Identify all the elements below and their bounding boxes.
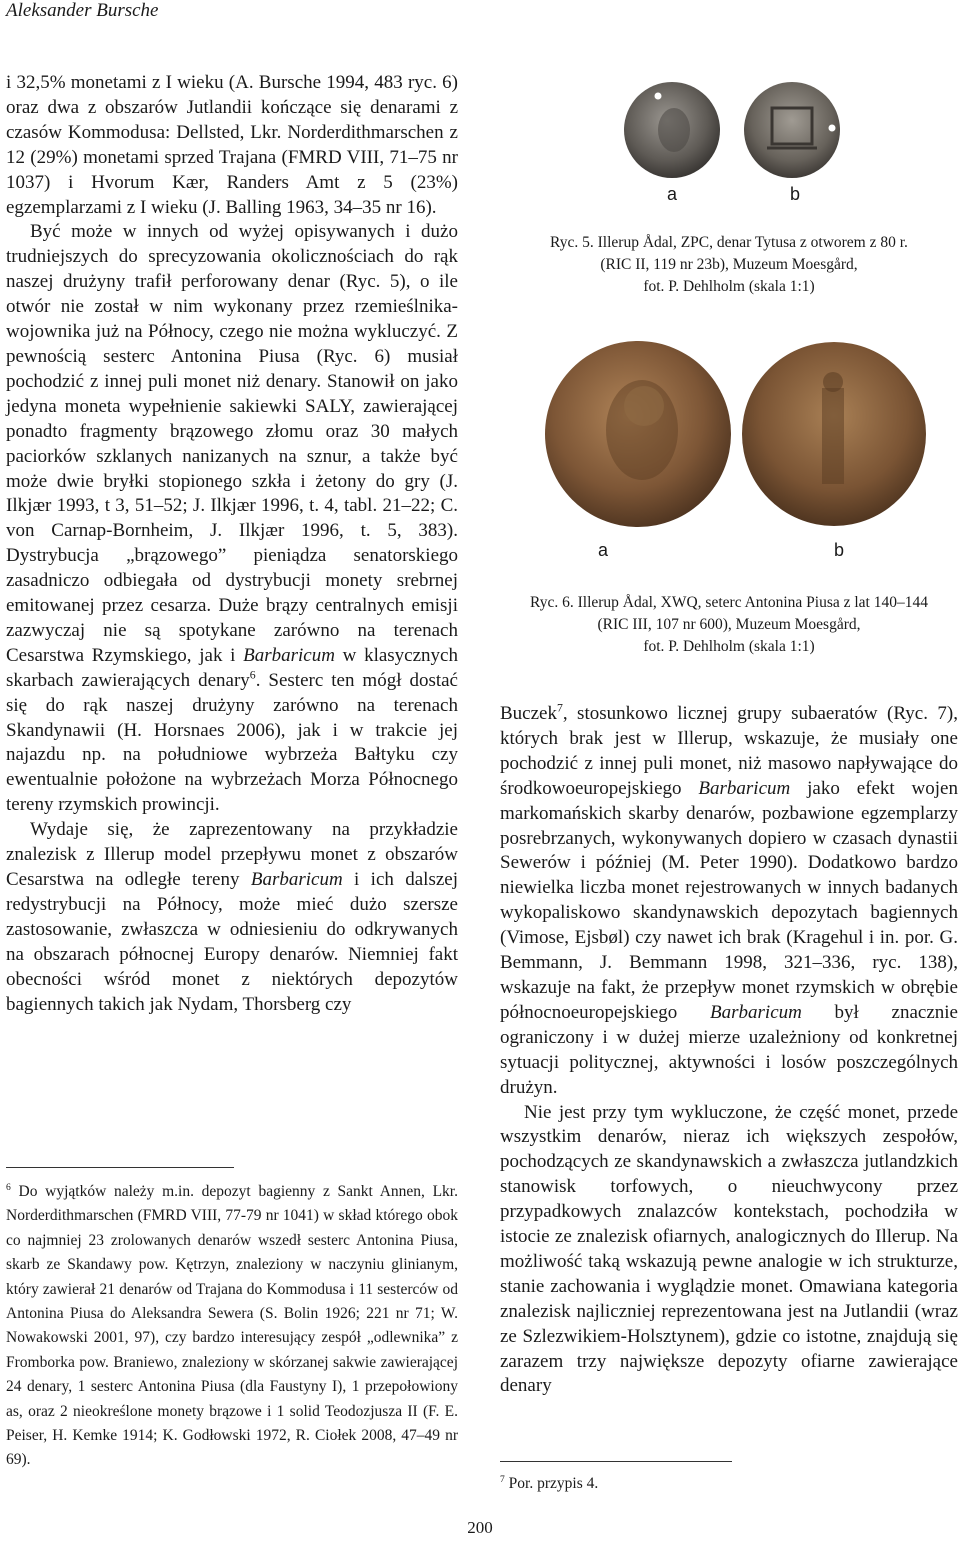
footnote-marker: 7 xyxy=(500,1473,505,1485)
figure-6-caption: Ryc. 6. Illerup Ådal, XWQ, seterc Antonina Piusa z lat 140–144 (RIC III, 107 nr 600), Muzeum Moesgård, fot. P. Dehlholm (skala 1:1) xyxy=(530,594,928,655)
paragraph: Wydaje się, że zaprezentowany na przykładzie znalezisk z Illerup model przepływu monet z obszarów Cesarstwa na odległe tereny Barbaricum i ich dalszej redystrybucji na Północy, może mieć dużo szersze zastosowanie, zwłaszcza w odniesieniu do odkrywanych na obszarach północnej Europy denarów. Niemniej fakt obecności wśród monet z niektórych depozytów bagiennych takich jak Nydam, Thorsberg czy xyxy=(6,819,459,1015)
italic-term: Barbaricum xyxy=(250,869,343,890)
coin-denarius-image xyxy=(612,78,852,183)
coin-obverse xyxy=(624,82,720,178)
footnote-ref[interactable]: 7 xyxy=(556,701,563,715)
left-text-column xyxy=(6,71,458,1017)
footnote-ref[interactable]: 6 xyxy=(249,668,256,682)
paragraph: Buczek$^7$, stosunkowo licznej grupy subaeratów (Ryc. 7), których brak jest w Illerup, wskazuje, że musiały one pochodzić z innej puli monet, niż masowo napływające do środkowoeuropejskiego Barbaricum jako efekt wojen markomańskich skarby denarów, pozbawione egzemplarzy posrebrzanych, wykonywanych dopiero w czasach dynastii Sewerów i później (M. Peter 1990). Dodatkowo bardzo niewielka liczba monet rejestrowanych w innych badanych wykopaliskowo skandynawskich depozytach bagiennych (Vimose, Ejsbøl) czy nawet ich brak (Kragehul i in. por. G. Bemmann, J. Bemmann 1998, 321–336, ryc. 138), wskazuje na fakt, że przepływ monet rzymskich w obrębie północnoeuropejskiego Barbaricum był znacznie ograniczony i w dużej mierze uzależniony od konkretnej sytuacji politycznej, aktywności i losów poszczególnych drużyn. xyxy=(500,701,958,1098)
footnote-7: $^7$ Por. przypis 4. xyxy=(500,1473,599,1492)
coin-reverse xyxy=(744,82,840,178)
paragraph: Nie jest przy tym wykluczone, że część monet, przede wszystkim denarów, nieraz ich większych zespołów, pochodzących ze skandynawskich a zwłaszcza jutlandzkich stanowisk torfowych, o nieuchwycony przez przypadkowych znalazców kontekstach, pochodziła w istocie ze znalezisk ofiarnych, analogicznych do Illerup. Na możliwość taką wskazują pewne analogie w ich strukturze, stanie zachowania i wyglądzie monet. Omawiana kategoria znalezisk najliczniej reprezentowana jest na Jutlandii (wraz ze Szlezwikiem-Holsztynem), gdzie co istotne, znajdują się zarazem trzy największe depozyty ofiarne zawierające denary xyxy=(500,1101,958,1397)
footnote-6: $^6$ Do wyjątków należy m.in. depozyt bagienny z Sankt Annen, Lkr. Norderdithmarschen (FMRD VIII, 77-79 nr 1041) w skład którego obok co najmniej 23 zrolowanych denarów wszedł sesterc Antonina Piusa, skarb ze Skandawy pow. Kętrzyn, znaleziony w naczyniu glinianym, który zawierał 21 denarów od Trajana do Kommodusa i 11 sesterców od Antonina Piusa do Aleksandra Sewera (S. Bolin 1926; 221 nr 71; W. Nowakowski 2001, 97), czy bardzo interesujący zespół „odlewnika” z Fromborka pow. Braniewo, znaleziony w skórzanej sakwie zawierającej 24 denary, 1 sesterc Antonina Piusa (dla Faustyny I), 1 przepołowiony as, oraz 2 nieokreślone monety brązowe i 1 solid Teodozjusza II (F. E. Peiser, H. Kemke 1914; K. Godłowski 1972, R. Ciołek 2008, 47–49 nr 69). xyxy=(6,1181,458,1469)
coin-sestertius-image xyxy=(544,338,929,528)
footnote-rule xyxy=(500,1461,732,1462)
figure-5 xyxy=(612,78,852,218)
figure-label-a: a xyxy=(667,184,678,204)
running-head-author: Aleksander Bursche xyxy=(6,0,159,21)
paragraph: Być może w innych od wyżej opisywanych i dużo trudniejszych do sprecyzowania okolicznościach do rąk naszej drużyny trafił perforowany denar (Ryc. 5), o ile otwór nie został w nim wykonany przez rzemieślnika-wojownika już na Północy, czego nie można wykluczyć. Z pewnością sesterc Antonina Piusa (Ryc. 6) musiał pochodzić z innej puli monet niż denary. Stanowił on jako jedyna moneta wypełnienie sakiewki SALY, zawierającej ponadto fragmenty brązowego złomu oraz 30 małych paciorków szklanych nanizanych na sznur, a także być może dwie bryłki stopionego szkła i żetony do gry (J. Ilkjær 1993, t 3, 51–52; J. Ilkjær 1996, t. 4, tabl. 21–22; C. von Carnap-Bornheim, J. Ilkjær 1996, t. 5, 383). Dystrybucja „brązowego” pieniądza senatorskiego zasadniczo odbiegała od dystrybucji monety srebrnej emitowanej przez cesarza. Duże brązy centralnych emisji zazwyczaj nie są spotykane zarówno na terenach Cesarstwa Rzymskiego, jak i Barbaricum w klasycznych skarbach zawierających denary$^6$. Sesterc ten mógł dostać się do rąk naszej drużyny zarówno na terenach Skandynawii (H. Horsnaes 2006), jak i w trakcie jej najazdu np. na południowe wybrzeża Bałtyku czy ewentualnie położone na wybrzeżach Morza Północnego tereny rzymskich prowincji. xyxy=(6,221,458,816)
italic-term: Barbaricum xyxy=(710,1001,802,1023)
figure-5-caption: Ryc. 5. Illerup Ådal, ZPC, denar Tytusa z otworem z 80 r. (RIC II, 119 nr 23b), Muzeum Moesgård, fot. P. Dehlholm (skala 1:1) xyxy=(550,234,908,295)
page-number: 200 xyxy=(467,1518,493,1537)
italic-term: Barbaricum xyxy=(698,777,791,799)
figure-label-a: a xyxy=(598,540,609,560)
coin-obverse xyxy=(545,341,731,527)
figure-label-b: b xyxy=(790,184,801,204)
right-text-column xyxy=(500,702,958,1399)
figure-6 xyxy=(544,338,929,574)
paragraph: i 32,5% monetami z I wieku (A. Bursche 1994, 483 ryc. 6) oraz dwa z obszarów Jutlandii kończące się denarami z czasów Kommodusa: Dellsted, Lkr. Norderdithmarschen z 12 (29%) monetami sprzed Trajana (FMRD VIII, 71–75 nr 1037) i Hvorum Kær, Randers Amt z 5 (23%) egzemplarzami z I wieku (J. Balling 1963, 34–35 nr 16). xyxy=(6,72,458,218)
footnote-marker: 6 xyxy=(6,1181,11,1193)
footnote-rule xyxy=(6,1167,234,1168)
italic-term: Barbaricum xyxy=(243,644,335,666)
coin-reverse xyxy=(742,342,926,526)
figure-label-b: b xyxy=(834,540,845,560)
